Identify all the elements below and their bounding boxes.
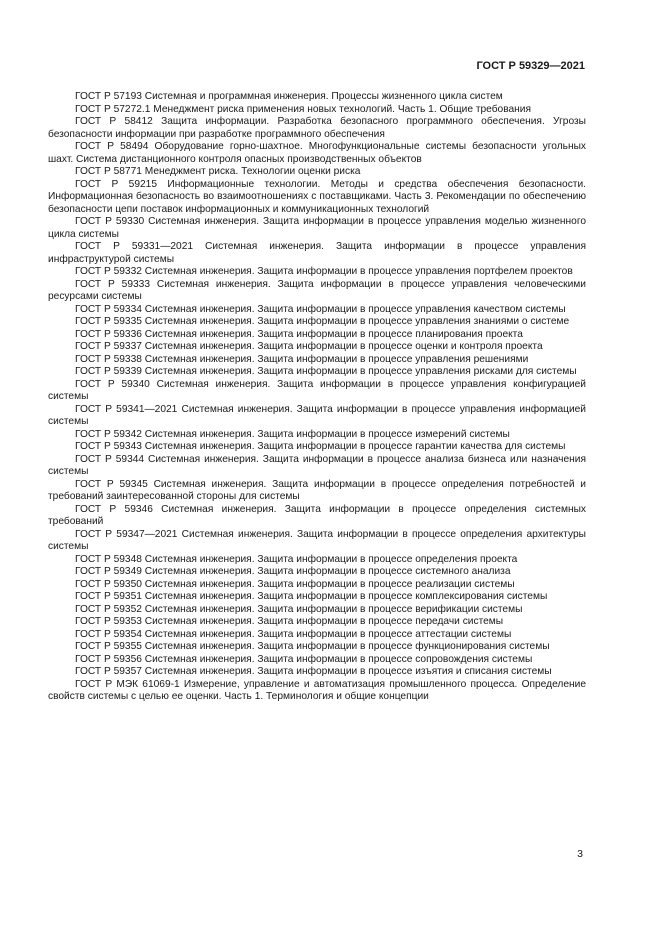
reference-entry: ГОСТ Р 59335 Системная инженерия. Защита информации в процессе управления знаниями о системе <box>75 316 570 327</box>
reference-entry: ГОСТ Р 59348 Системная инженерия. Защита информации в процессе определения проекта <box>75 553 518 565</box>
reference-entry: ГОСТ Р 59351 Системная инженерия. Защита информации в процессе комплексирования системы <box>75 591 548 602</box>
reference-entry: ГОСТ Р 59215 Информационные технологии. Методы и средства обеспечения безопасности. Информационная безопасность во взаимоотношениях с поставщиками. Часть 3. Рекомендации по обеспечению безопасности цепи поставок информационных и коммуникационных технологий <box>48 178 586 215</box>
normative-references-list <box>48 91 586 704</box>
reference-entry: ГОСТ Р 59331—2021 Системная инженерия. Защита информации в процессе управления инфраструктурой системы <box>48 241 586 265</box>
reference-entry: ГОСТ Р 59337 Системная инженерия. Защита информации в процессе оценки и контроля проекта <box>75 341 543 352</box>
reference-entry: ГОСТ Р 59341—2021 Системная инженерия. Защита информации в процессе управления информацией системы <box>48 403 586 427</box>
reference-entry: ГОСТ Р 58494 Оборудование горно-шахтное. Многофункциональные системы безопасности угольных шахт. Система дистанционного контроля опасных производственных объектов <box>48 141 586 165</box>
reference-entry: ГОСТ Р 59342 Системная инженерия. Защита информации в процессе измерений системы <box>75 428 510 440</box>
reference-entry: ГОСТ Р 59339 Системная инженерия. Защита информации в процессе управления рисками для системы <box>75 366 577 377</box>
reference-entry: ГОСТ Р 59352 Системная инженерия. Защита информации в процессе верификации системы <box>75 603 523 615</box>
reference-entry: ГОСТ Р 59357 Системная инженерия. Защита информации в процессе изъятия и списания системы <box>75 666 552 677</box>
reference-entry: ГОСТ Р 59346 Системная инженерия. Защита информации в процессе определения системных требований <box>48 503 586 527</box>
reference-entry: ГОСТ Р 58771 Менеджмент риска. Технологии оценки риска <box>75 166 361 177</box>
reference-entry: ГОСТ Р 59338 Системная инженерия. Защита информации в процессе управления решениями <box>75 353 529 365</box>
reference-entry: ГОСТ Р 58412 Защита информации. Разработка безопасного программного обеспечения. Угрозы безопасности информации при разработке программного обеспечения <box>48 116 586 140</box>
reference-entry: ГОСТ Р 59332 Системная инженерия. Защита информации в процессе управления портфелем проектов <box>75 266 573 277</box>
reference-entry: ГОСТ Р 59340 Системная инженерия. Защита информации в процессе управления конфигурацией системы <box>48 378 586 402</box>
reference-entry: ГОСТ Р 59354 Системная инженерия. Защита информации в процессе аттестации системы <box>75 628 512 640</box>
reference-entry: ГОСТ Р 59355 Системная инженерия. Защита информации в процессе функционирования системы <box>75 641 550 652</box>
reference-entry: ГОСТ Р 59333 Системная инженерия. Защита информации в процессе управления человеческими ресурсами системы <box>48 278 586 302</box>
reference-entry: ГОСТ Р 59345 Системная инженерия. Защита информации в процессе определения потребностей и требований заинтересованной стороны для системы <box>48 478 586 502</box>
reference-entry: ГОСТ Р 59349 Системная инженерия. Защита информации в процессе системного анализа <box>75 566 511 577</box>
document-number-header: ГОСТ Р 59329—2021 <box>476 60 585 72</box>
reference-entry: ГОСТ Р 59336 Системная инженерия. Защита информации в процессе планирования проекта <box>75 328 523 340</box>
reference-entry: ГОСТ Р 59353 Системная инженерия. Защита информации в процессе передачи системы <box>75 616 504 627</box>
reference-entry: ГОСТ Р 59330 Системная инженерия. Защита информации в процессе управления моделью жизненного цикла системы <box>48 216 586 240</box>
reference-entry: ГОСТ Р 59356 Системная инженерия. Защита информации в процессе сопровождения системы <box>75 653 533 665</box>
reference-entry: ГОСТ Р 57272.1 Менеджмент риска применения новых технологий. Часть 1. Общие требования <box>75 103 532 115</box>
reference-entry: ГОСТ Р 59344 Системная инженерия. Защита информации в процессе анализа бизнеса или назначения системы <box>48 453 586 477</box>
reference-entry: ГОСТ Р 59347—2021 Системная инженерия. Защита информации в процессе определения архитектуры системы <box>48 528 586 552</box>
reference-entry: ГОСТ Р 59343 Системная инженерия. Защита информации в процессе гарантии качества для системы <box>75 441 566 452</box>
page-number: 3 <box>577 848 583 860</box>
reference-entry: ГОСТ Р 59350 Системная инженерия. Защита информации в процессе реализации системы <box>75 578 515 590</box>
reference-entry: ГОСТ Р 57193 Системная и программная инженерия. Процессы жизненного цикла систем <box>75 91 503 102</box>
reference-entry: ГОСТ Р 59334 Системная инженерия. Защита информации в процессе управления качеством системы <box>75 303 566 315</box>
reference-entry: ГОСТ Р МЭК 61069-1 Измерение, управление и автоматизация промышленного процесса. Определение свойств системы с целью ее оценки. Часть 1. Терминология и общие концепции <box>48 678 586 702</box>
